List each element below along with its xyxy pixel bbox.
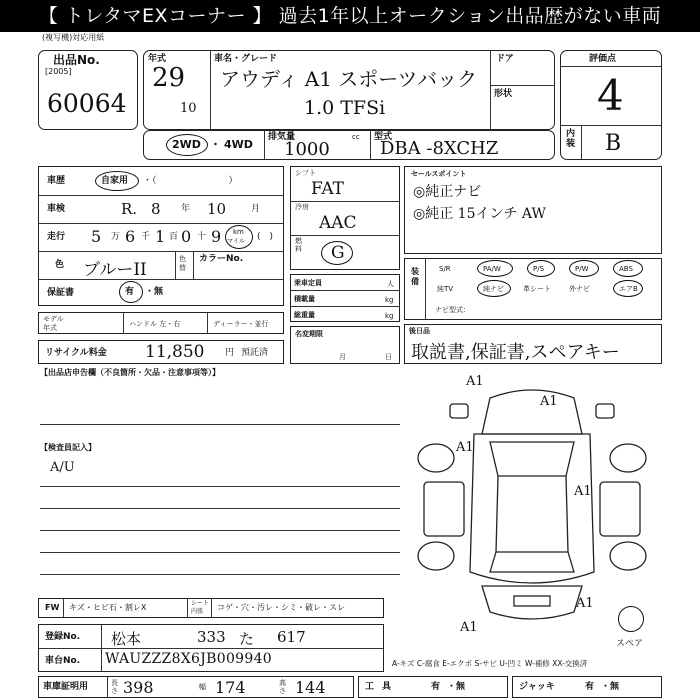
interior-value: B — [605, 131, 622, 156]
length-label: 長さ — [111, 679, 118, 695]
name-label: 車名・グレード — [214, 54, 278, 64]
model-code-value: DBA -8XCHZ — [380, 138, 499, 159]
chassis-label: 車台No. — [45, 656, 81, 666]
reg-change-label: 名変期限 — [295, 330, 323, 338]
accessories-box — [404, 324, 662, 364]
tools-label: 工具 — [365, 682, 400, 692]
recycle-note: 預託済 — [241, 348, 269, 358]
displacement-value: 1000 — [284, 139, 330, 160]
diagram-mark-4: A1 — [574, 484, 592, 499]
color-value: ブルーII — [83, 260, 147, 280]
diagram-mark-3: A1 — [456, 440, 474, 455]
shift-ac-fuel — [290, 166, 400, 270]
drive-sep: ・ — [210, 138, 221, 151]
body-line-right — [566, 476, 568, 552]
drive-4wd: 4WD — [224, 138, 253, 151]
registration-label: 登録No. — [45, 632, 81, 642]
length-value: 398 — [123, 678, 154, 697]
drive-2wd: 2WD — [172, 138, 201, 151]
capacity-box — [290, 274, 400, 322]
registration-kana: た — [239, 630, 255, 648]
shift-value: FAT — [311, 179, 345, 199]
inspection-year-unit: 年 — [181, 204, 191, 214]
interior-check-row — [38, 598, 384, 618]
model-year-row — [38, 312, 284, 334]
sales-points-box — [404, 166, 662, 254]
declaration-label: 【出品店申告欄（不良箇所・欠品・注意事項等）】 — [40, 368, 220, 377]
car-model: アウディ A1 スポーツバック — [220, 67, 478, 91]
door-right — [600, 482, 640, 536]
score-box — [560, 50, 662, 160]
vehicle-info-box — [143, 50, 555, 130]
equip-navi: 純ナビ — [483, 285, 504, 293]
wheel-front-left — [418, 444, 454, 472]
registration-place: 松本 — [111, 630, 142, 648]
height-value: 144 — [295, 678, 326, 697]
color-no-label: カラーNo. — [199, 254, 244, 264]
year-label: 年式 — [148, 54, 167, 64]
sales-point-2: ◎純正 15インチ AW — [413, 206, 546, 222]
fw-label: FW — [45, 603, 60, 612]
wheel-front-right — [610, 444, 646, 472]
spare-tire-icon — [618, 606, 644, 632]
seat-items: コゲ・穴・汚レ・シミ・破レ・スレ — [217, 603, 345, 612]
equip-sr: S/R — [439, 265, 451, 273]
registration-box — [38, 624, 384, 672]
sales-points-label: セールスポイント — [411, 170, 467, 178]
warranty-label: 保証書 — [47, 288, 75, 298]
interior-label: 内装 — [566, 129, 576, 149]
equip-pw: P/W — [575, 265, 589, 273]
equip-airbag: エアB — [619, 285, 638, 293]
diagram-mark-6: A1 — [460, 620, 478, 635]
mileage-u4: 十 — [197, 232, 207, 242]
fuel-value: G — [331, 243, 345, 263]
registration-number: 617 — [277, 628, 306, 646]
load-unit: kg — [385, 296, 394, 304]
recycle-unit: 円 — [225, 348, 235, 358]
mileage-d2: 6 — [125, 227, 136, 246]
lot-label: 出品No. — [53, 53, 100, 67]
inspection-month: 10 — [207, 200, 227, 218]
tools-no: ・無 — [447, 682, 466, 692]
warranty-no: ・無 — [145, 287, 164, 297]
body-line-left — [496, 476, 498, 552]
diagram-mark-2: A1 — [540, 394, 558, 409]
jack-label: ジャッキ — [519, 682, 555, 692]
history-label: 車歴 — [47, 176, 66, 186]
dealer: ディーラー・並行 — [213, 320, 269, 328]
mileage-u3: 百 — [169, 232, 179, 242]
rear-window — [490, 552, 574, 572]
mileage-unit-km: km — [233, 228, 244, 236]
displacement-label: 排気量 — [268, 132, 296, 142]
lot-number: 60064 — [47, 89, 127, 118]
accessories-value: 取説書,保証書,スペアキー — [411, 342, 620, 363]
inspection-era: R. — [121, 200, 138, 218]
fuel-label: 燃料 — [295, 237, 302, 253]
mileage-unit-mile: マイル — [227, 238, 245, 245]
score-value: 4 — [597, 71, 624, 120]
wheel-rear-left — [418, 542, 454, 570]
certificate-label: 車庫証明用 — [43, 682, 89, 692]
capacity-label: 乗車定員 — [294, 279, 322, 287]
shape-label: 形状 — [494, 89, 513, 99]
mileage-paren: ( ) — [257, 232, 274, 242]
page-title: 【 トレタマEXコーナー 】 過去1年以上オークション出品歴がない車両 — [0, 0, 700, 32]
score-label: 評価点 — [589, 54, 617, 64]
equipment-box — [404, 258, 662, 320]
jack-yes: 有 — [585, 682, 595, 692]
handle: ハンドル 左・右 — [129, 320, 181, 328]
model-code-label: 型式 — [374, 132, 393, 142]
car-outline-top — [482, 390, 582, 434]
car-body — [470, 434, 594, 583]
spare-label: スペア — [616, 639, 644, 649]
copy-note: (複写機)対応用紙 — [42, 33, 105, 42]
equip-tv: 純TV — [437, 285, 454, 293]
side-mirror-right — [596, 404, 614, 418]
diagram-mark-1: A1 — [466, 374, 484, 389]
gross-unit: kg — [385, 312, 394, 320]
jack-box — [512, 676, 662, 698]
model-year-year: 年式 — [43, 324, 57, 332]
ac-value: AAC — [319, 213, 357, 233]
wheel-rear-right — [610, 542, 646, 570]
reg-change-month: 月 — [339, 353, 346, 361]
equip-leather: 革シート — [523, 285, 551, 293]
history-value: 自家用 — [101, 176, 129, 186]
navi-type-label: ナビ型式： — [435, 306, 470, 314]
door-left — [424, 482, 464, 536]
accessories-label: 後日品 — [409, 327, 430, 335]
mileage-d1: 5 — [91, 227, 102, 246]
equipment-label: 装備 — [411, 267, 419, 286]
width-label: 幅 — [199, 683, 206, 691]
reg-change-box — [290, 326, 400, 364]
displacement-unit: cc — [352, 133, 360, 141]
load-label: 積載量 — [294, 295, 315, 303]
year-value: 29 — [152, 63, 186, 93]
equip-paw: PA/W — [483, 265, 501, 273]
inspector-note: A/U — [50, 460, 75, 475]
windshield — [490, 442, 574, 476]
equip-abs: ABS — [619, 265, 633, 273]
equip-ext-navi: 外ナビ — [569, 285, 590, 293]
seat-label: シート内張 — [191, 600, 210, 615]
mileage-u2: 千 — [141, 232, 151, 242]
lot-box — [38, 50, 138, 130]
mileage-label: 走行 — [47, 232, 66, 242]
inspection-label: 車検 — [47, 204, 66, 214]
height-label: 高さ — [279, 679, 286, 695]
equip-ps: P/S — [533, 265, 545, 273]
inspection-year: 8 — [151, 200, 161, 218]
recycle-row — [38, 340, 284, 364]
inspection-month-unit: 月 — [251, 204, 261, 214]
history-rest: ・（ ） — [143, 176, 238, 186]
rear-panel — [514, 596, 550, 606]
mileage-d5: 9 — [211, 227, 222, 246]
width-value: 174 — [215, 678, 246, 697]
year-month: 10 — [180, 101, 197, 116]
side-mirror-left — [450, 404, 468, 418]
jack-no: ・無 — [601, 682, 620, 692]
sales-point-1: ◎純正ナビ — [413, 184, 482, 200]
car-outline-bottom — [482, 586, 582, 619]
recycle-value: 11,850 — [145, 342, 205, 362]
tools-box — [358, 676, 508, 698]
registration-class: 333 — [197, 628, 226, 646]
mileage-d4: 0 — [181, 227, 192, 246]
fw-items: キズ・ヒビ石・割レX — [69, 603, 147, 612]
car-diagram — [404, 372, 662, 644]
shift-label: シフト — [295, 169, 316, 177]
mileage-u1: 万 — [111, 232, 121, 242]
color-change-label: 色替 — [179, 255, 186, 272]
damage-legend: A-キズ C-腐食 E-エクボ S-サビ U-凹ミ W-補修 XX-交換済 — [392, 659, 588, 668]
warranty-yes: 有 — [125, 287, 135, 297]
tools-yes: 有 — [431, 682, 441, 692]
model-year-model: モデル — [43, 315, 64, 323]
door-label: ドア — [496, 54, 514, 64]
gross-label: 総重量 — [294, 311, 315, 319]
lot-stamp: [2005] — [45, 67, 72, 76]
car-grade: 1.0 TFSi — [304, 97, 386, 119]
capacity-unit: 人 — [387, 280, 394, 288]
color-label: 色 — [55, 260, 65, 270]
mileage-d3: 1 — [155, 227, 166, 246]
chassis-number: WAUZZZ8X6JB009940 — [105, 651, 273, 667]
certificate-box — [38, 676, 354, 698]
diagram-mark-5: A1 — [576, 596, 594, 611]
reg-change-day: 日 — [385, 353, 392, 361]
inspector-label: 【検査員記入】 — [40, 443, 96, 452]
spec-row — [143, 130, 555, 160]
ac-label: 冷房 — [295, 203, 309, 211]
left-table — [38, 166, 284, 306]
recycle-label: リサイクル料金 — [45, 348, 107, 358]
